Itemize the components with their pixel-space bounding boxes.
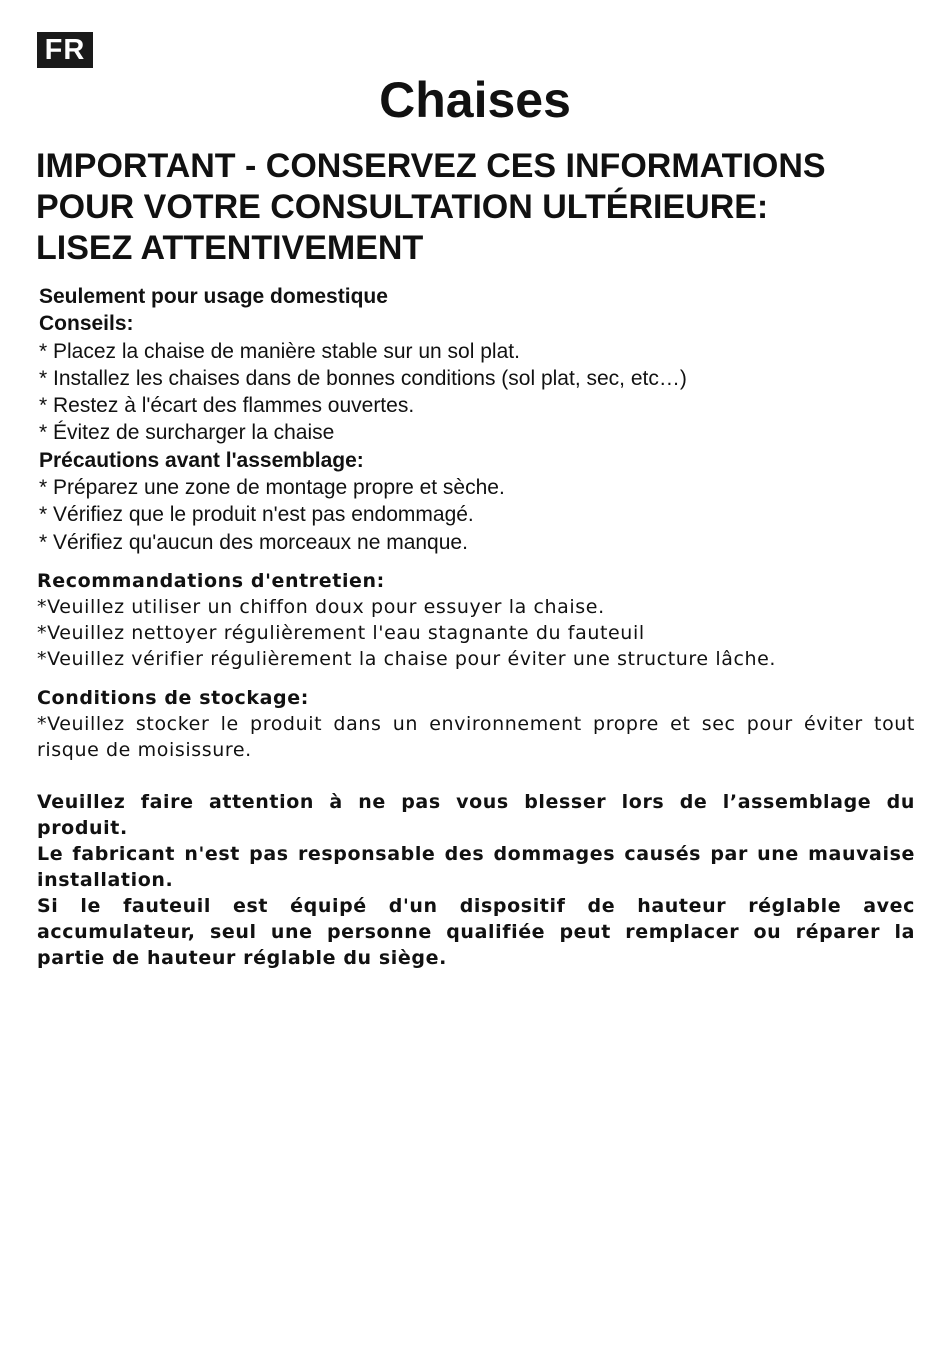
precautions-item: * Vérifiez que le produit n'est pas endommagé. [39,503,474,527]
entretien-heading: Recommandations d'entretien: [37,570,385,592]
conseils-item: * Restez à l'écart des flammes ouvertes. [39,394,415,418]
conseils-item: * Placez la chaise de manière stable sur un sol plat. [39,339,520,363]
usage-note: Seulement pour usage domestique [39,285,388,308]
entretien-item: *Veuillez utiliser un chiffon doux pour essuyer la chaise. [37,596,605,618]
precautions-item: * Vérifiez qu'aucun des morceaux ne manque. [39,530,468,554]
language-badge: FR [37,32,93,68]
entretien-item: *Veuillez nettoyer régulièrement l'eau stagnante du fauteuil [37,622,645,644]
entretien-item: *Veuillez vérifier régulièrement la chaise pour éviter une structure lâche. [37,648,777,670]
important-notice [36,146,926,269]
warning-paragraph: Le fabricant n'est pas responsable des dommages causés par une mauvaise installation. [37,843,915,891]
important-line-1: IMPORTANT - CONSERVEZ CES INFORMATIONS [36,147,826,185]
important-line-2: POUR VOTRE CONSULTATION ULTÉRIEURE: [36,188,769,226]
storage-section [37,685,915,763]
stockage-text: *Veuillez stocker le produit dans un environnement propre et sec pour éviter tout risque de moisissure. [37,713,915,761]
advice-section [39,283,919,556]
warning-paragraph: Veuillez faire attention à ne pas vous blesser lors de l’assemblage du produit. [37,791,915,839]
stockage-heading: Conditions de stockage: [37,687,309,709]
conseils-heading: Conseils: [39,312,134,336]
maintenance-section [37,568,915,672]
precautions-heading: Précautions avant l'assemblage: [39,448,364,472]
conseils-item: * Installez les chaises dans de bonnes conditions (sol plat, sec, etc…) [39,366,687,390]
warning-paragraph: Si le fauteuil est équipé d'un dispositif de hauteur réglable avec accumulateur, seul une personne qualifiée peut remplacer ou réparer la partie de hauteur réglable du siège. [37,895,915,969]
page-title: Chaises [379,72,571,128]
warnings-section [37,789,915,971]
conseils-item: * Évitez de surcharger la chaise [39,421,335,445]
precautions-item: * Préparez une zone de montage propre et sèche. [39,476,505,500]
important-line-3: LISEZ ATTENTIVEMENT [36,229,424,267]
